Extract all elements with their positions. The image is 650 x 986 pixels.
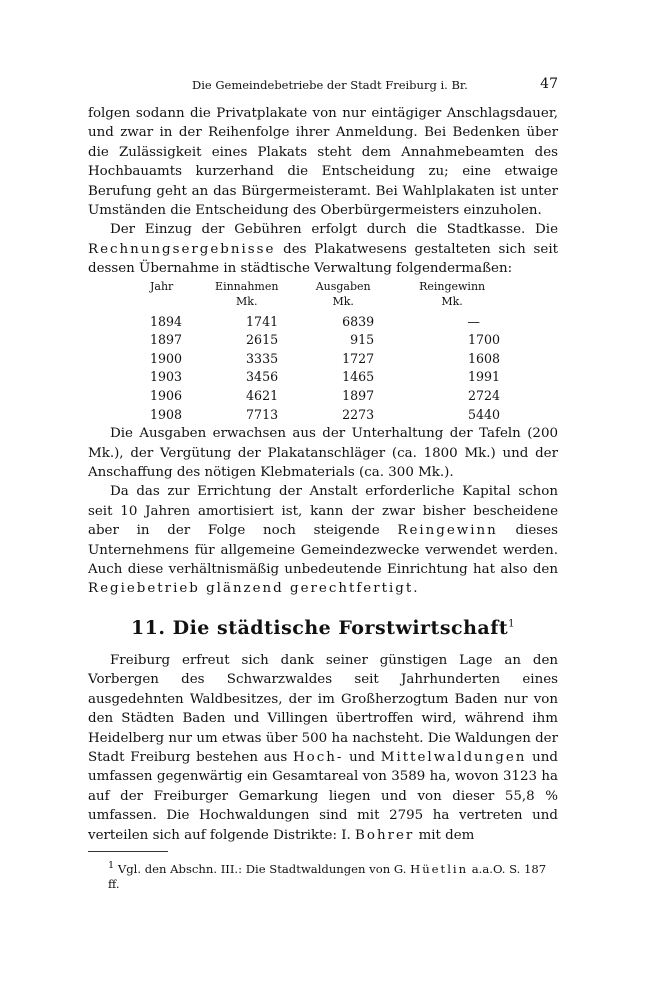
cell-income: 2615 (246, 332, 279, 348)
cell-profit: 1700 (467, 332, 500, 348)
cell-year: 1900 (150, 350, 183, 366)
paragraph-5-und: und (343, 749, 381, 765)
emphasis-gerechtfertigt: gerechtfertigt. (290, 581, 420, 597)
footnote-mark: 1 (108, 859, 115, 871)
paragraph-2-text-end: des Plakatwesens gestalteten sich seit dessen Übernahme in städtische Verwaltung folgendermaßen: (88, 241, 558, 277)
cell-expenses: 1897 (342, 388, 375, 404)
paragraph-5 (88, 651, 558, 845)
table-row (148, 406, 508, 425)
footnote-rule (88, 851, 168, 852)
paragraph-5-text: Freiburg erfreut sich dank seiner günstigen Lage an den Vorbergen des Schwarzwaldes seit Jahrhunderten eines ausgedehnten Waldbesitzes, der im Großherzogtum Baden nur von den Städten Baden und Villingen übertroffen wird, während ihm Heidelberg nur um etwas über 500 ha nachsteht. Die Waldungen der Stadt Freiburg bestehen aus (88, 652, 558, 765)
cell-year: 1897 (150, 332, 183, 348)
cell-income: 1741 (246, 313, 279, 329)
table-row (148, 350, 508, 369)
footnote-text-end: a.a.O. S. 187 ff. (108, 861, 547, 891)
running-title: Die Gemeindebetriebe der Stadt Freiburg i. Br. (192, 78, 468, 92)
table-header-row (148, 279, 508, 294)
cell-profit: — (467, 313, 480, 329)
cell-income: 7713 (246, 406, 279, 422)
emphasis-hoch: Hoch- (292, 749, 344, 765)
cell-year: 1906 (150, 388, 183, 404)
header-profit: Reingewinn (419, 279, 486, 293)
paragraph-2 (88, 220, 558, 278)
cell-income: 3456 (246, 369, 279, 385)
paragraph-4-text-glaenzend: glänzend (199, 581, 290, 597)
cell-expenses: 915 (350, 332, 375, 348)
header-expenses: Ausgaben (315, 279, 371, 293)
unit-year (148, 294, 203, 313)
footnote-text: Vgl. den Abschn. III.: Die Stadtwaldungen von G. (117, 861, 411, 876)
cell-profit: 2724 (467, 388, 500, 404)
table-row (148, 387, 508, 406)
table-row (148, 331, 508, 350)
unit-income: Mk. (236, 294, 258, 308)
unit-profit: Mk. (441, 294, 463, 308)
section-heading (88, 617, 558, 639)
emphasis-bohrer: Bohrer (355, 827, 415, 843)
cell-year: 1894 (150, 313, 183, 329)
cell-profit: 1991 (467, 369, 500, 385)
emphasis-regiebetrieb: Regiebetrieb (88, 581, 200, 597)
unit-expenses: Mk. (332, 294, 354, 308)
paragraph-2-text: Der Einzug der Gebühren erfolgt durch die Stadtkasse. Die (110, 222, 558, 238)
cell-year: 1908 (150, 406, 183, 422)
cell-expenses: 2273 (342, 406, 375, 422)
cell-expenses: 1465 (342, 369, 375, 385)
emphasis-hueetlin: Hüetlin (410, 861, 469, 876)
paragraph-5-text-mid: und umfassen gegenwärtig ein Gesamtareal von 3589 ha, wovon 3123 ha auf der Freiburger Gemarkung liegen und von dieser 55,8 % umfassen. Die Hochwaldungen sind mit 2795 ha vertreten und verteilen sich auf folgende Distrikte: I. (88, 749, 558, 843)
footnote (108, 858, 558, 892)
running-head (88, 70, 558, 94)
table-unit-row (148, 294, 508, 313)
cell-profit: 1608 (467, 350, 500, 366)
paragraph-4 (88, 482, 558, 598)
header-income: Einnahmen (215, 279, 279, 293)
paragraph-4-text-mid: dieses Unternehmens für allgemeine Gemeindezwecke verwendet werden. Auch diese verhältnismäßig unbedeutende Einrichtung hat also den (88, 523, 558, 578)
table-row (148, 313, 508, 332)
table-row (148, 368, 508, 387)
paragraph-4-text: Da das zur Errichtung der Anstalt erforderliche Kapital schon seit 10 Jahren amortisiert ist, kann der zwar bisher bescheidene aber in der Folge noch steigende (88, 484, 558, 539)
cell-income: 4621 (246, 388, 279, 404)
paragraph-3: Die Ausgaben erwachsen aus der Unterhaltung der Tafeln (200 Mk.), der Vergütung der Plakatanschläger (ca. 1800 Mk.) und der Anschaffung des nötigen Klebmaterials (ca. 300 Mk.). (88, 426, 558, 481)
cell-profit: 5440 (467, 406, 500, 422)
emphasis-rechnungsergebnisse: Rechnungsergebnisse (88, 241, 276, 257)
page (88, 70, 558, 892)
section-heading-text: 11. Die städtische Forstwirtschaft (130, 616, 509, 639)
results-table (148, 279, 508, 425)
cell-year: 1903 (150, 369, 183, 385)
cell-income: 3335 (246, 350, 279, 366)
paragraph-5-text-end: mit dem (414, 827, 475, 843)
header-year: Jahr (150, 279, 174, 293)
footnote-reference: 1 (508, 618, 516, 630)
cell-expenses: 1727 (342, 350, 375, 366)
emphasis-mittelwaldungen: Mittelwaldungen (380, 749, 527, 765)
cell-expenses: 6839 (342, 313, 375, 329)
page-number: 47 (540, 76, 558, 92)
emphasis-reingewinn: Reingewinn (397, 523, 498, 539)
paragraph-1: folgen sodann die Privatplakate von nur eintägiger Anschlagsdauer, und zwar in der Reihenfolge ihrer Anmeldung. Bei Bedenken über die Zulässigkeit eines Plakats steht dem Annahmebeamten des Hochbauamts kurzerhand die Entscheidung zu; eine etwaige Berufung geht an das Bürgermeisteramt. Bei Wahlplakaten ist unter Umständen die Entscheidung des Oberbürgermeisters einzuholen. (88, 106, 558, 219)
